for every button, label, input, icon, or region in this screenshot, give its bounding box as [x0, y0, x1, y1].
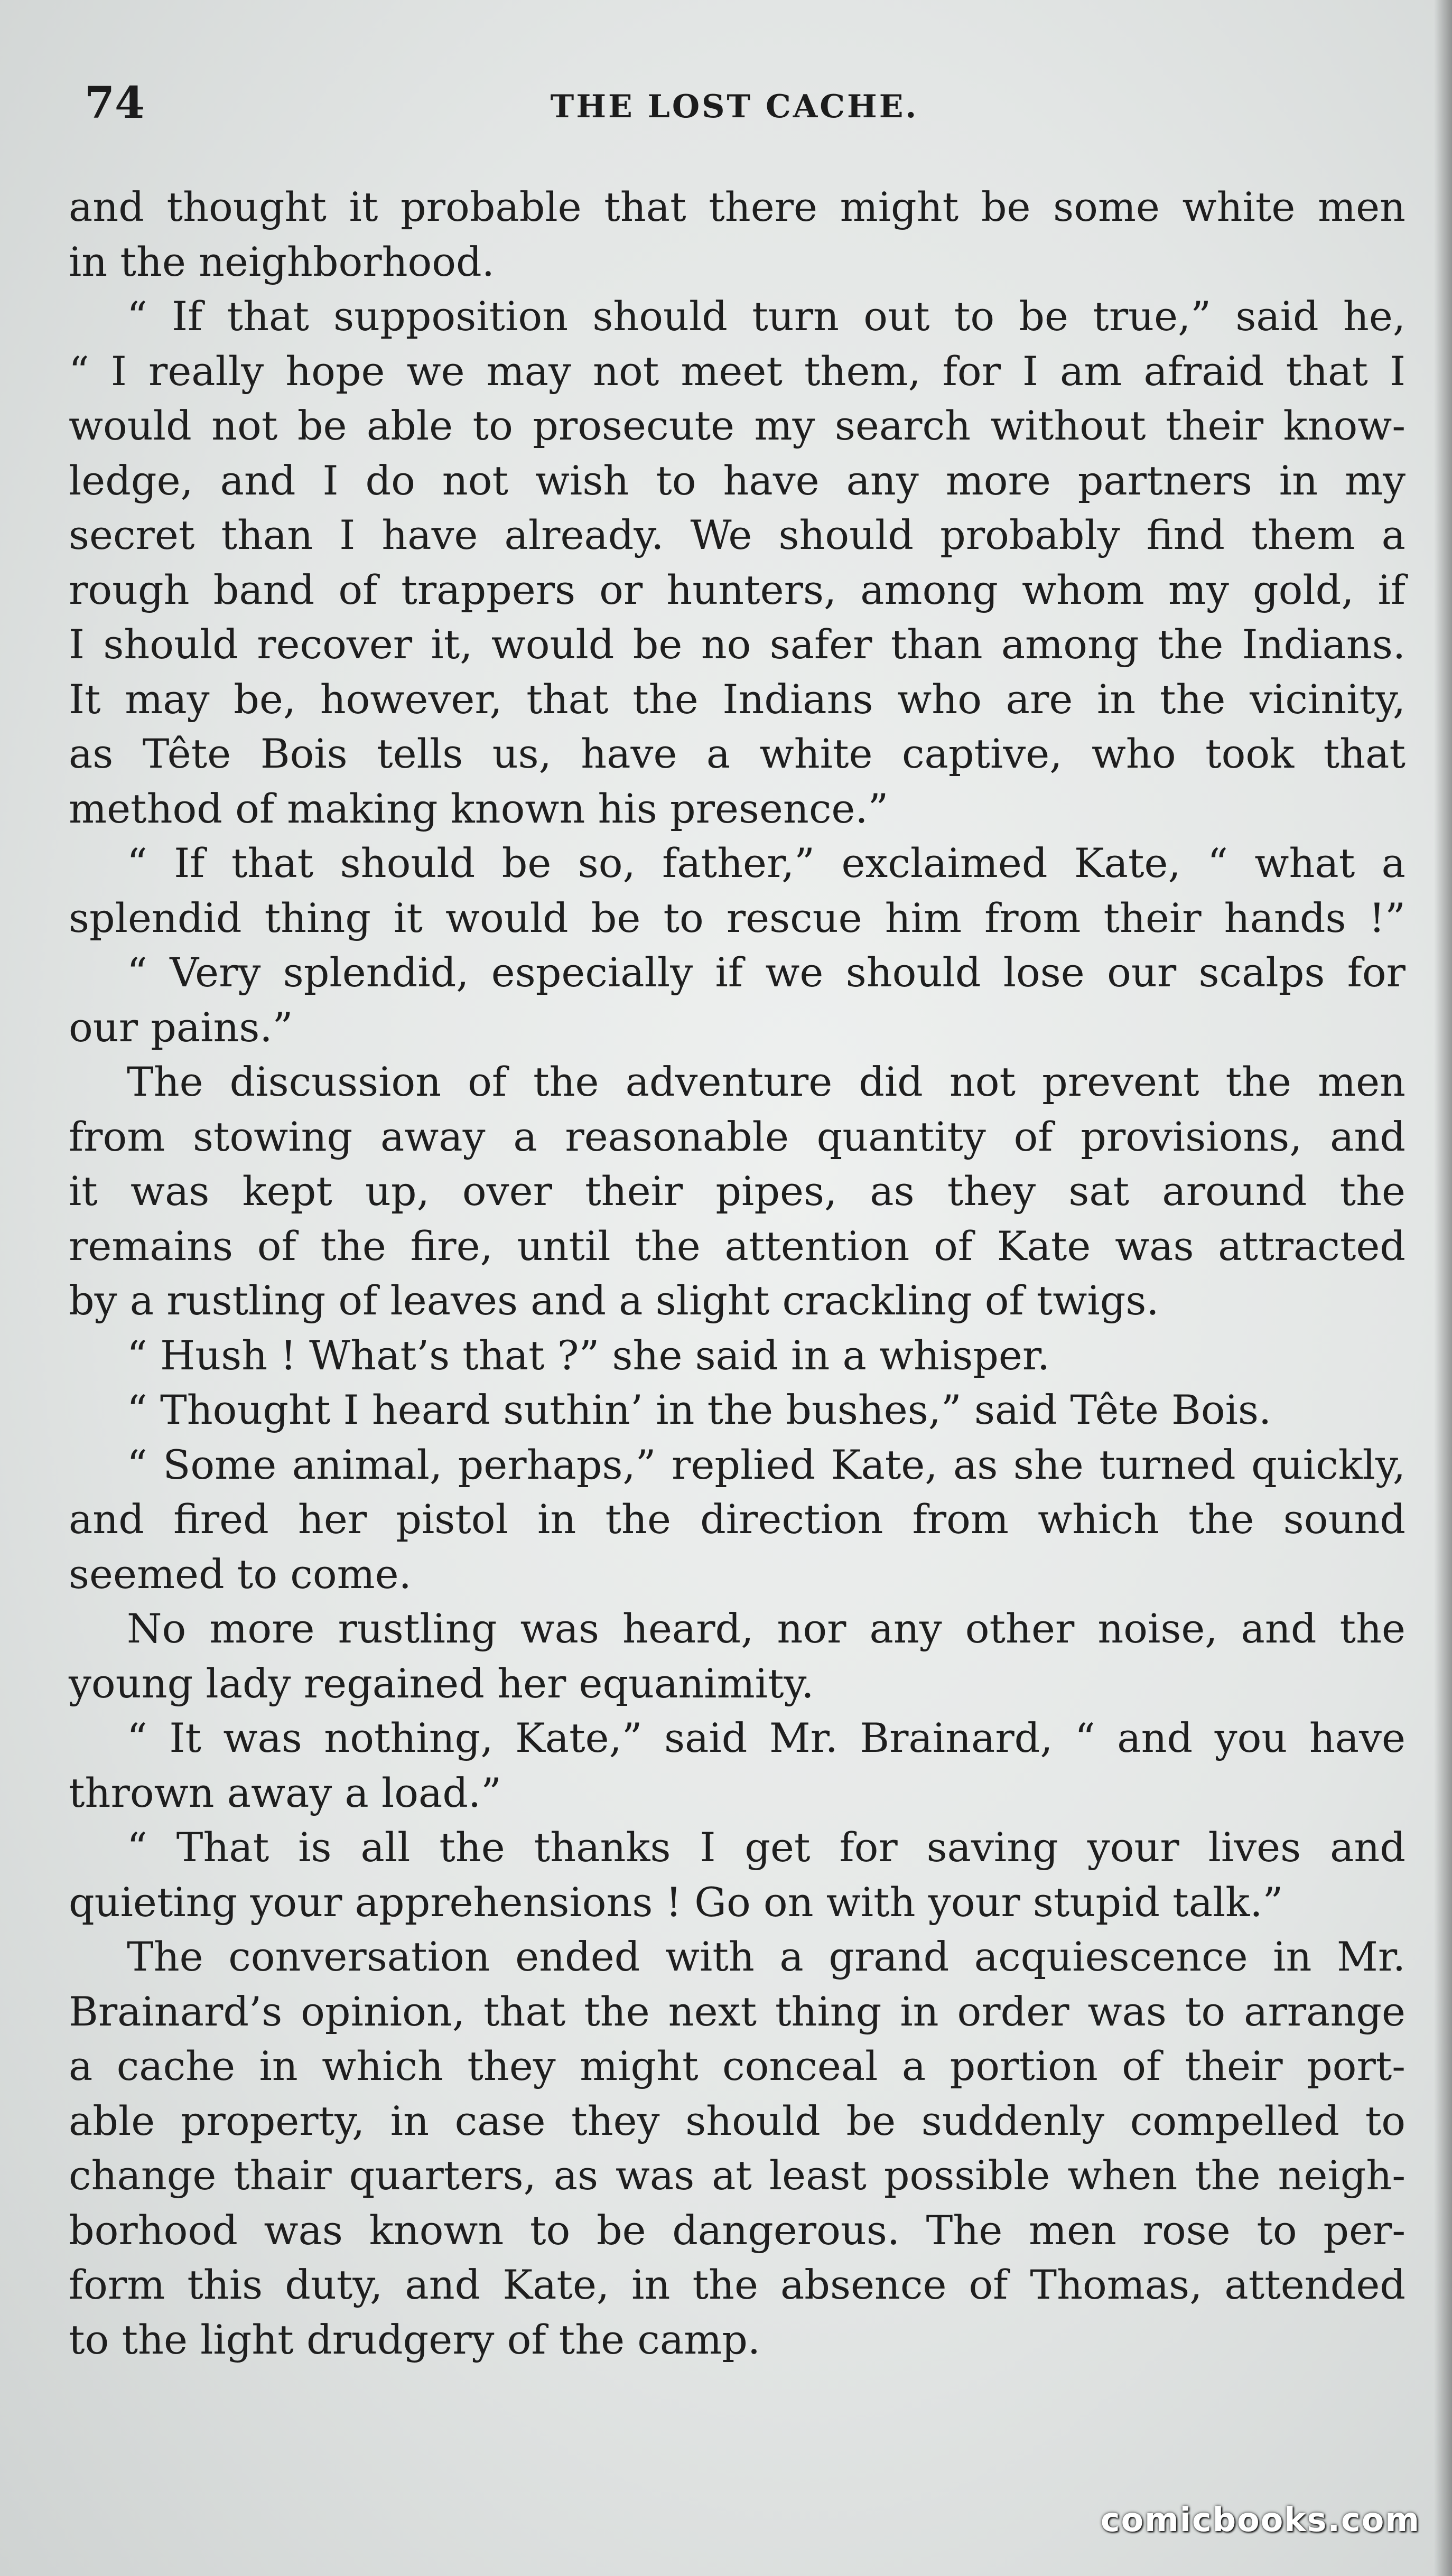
text-line: a cache in which they might conceal a portion of their port- [69, 2042, 1406, 2089]
text-line: young lady regained her equanimity. [69, 1659, 814, 1707]
text-line: “ Hush ! What’s that ?” she said in a whisper. [127, 1331, 1050, 1379]
text-line: rough band of trappers or hunters, among whom my gold, if [69, 566, 1406, 613]
body-text [69, 180, 1406, 2367]
text-line: by a rustling of leaves and a slight crackling of twigs. [69, 1277, 1159, 1324]
text-line: “ Very splendid, especially if we should lose our scalps for [127, 949, 1406, 996]
text-line: and fired her pistol in the direction from which the sound [69, 1496, 1406, 1543]
text-line: secret than I have already. We should probably find them a [69, 511, 1406, 558]
text-line: would not be able to prosecute my search without their know- [69, 402, 1406, 449]
text-line: ledge, and I do not wish to have any more partners in my [69, 456, 1406, 504]
running-head: THE LOST CACHE. [550, 88, 919, 125]
text-line: “ Thought I heard suthin’ in the bushes,” said Tête Bois. [127, 1386, 1272, 1433]
text-line: The conversation ended with a grand acquiescence in Mr. [127, 1933, 1406, 1980]
text-line: our pains.” [69, 1003, 293, 1051]
text-line: thrown away a load.” [69, 1769, 502, 1816]
text-line: “ It was nothing, Kate,” said Mr. Brainard, “ and you have [127, 1714, 1406, 1761]
text-line: as Tête Bois tells us, have a white captive, who took that [69, 730, 1406, 777]
page-edge-shadow [1434, 0, 1452, 2576]
text-line: “ I really hope we may not meet them, for I am afraid that I [69, 347, 1406, 395]
text-line: it was kept up, over their pipes, as they sat around the [69, 1168, 1406, 1215]
text-line: Brainard’s opinion, that the next thing in order was to arrange [69, 1987, 1406, 2035]
text-line: “ If that should be so, father,” exclaimed Kate, “ what a [127, 839, 1406, 886]
text-line: borhood was known to be dangerous. The men rose to per- [69, 2206, 1406, 2254]
text-line: seemed to come. [69, 1550, 412, 1598]
text-line: “ If that supposition should turn out to be true,” said he, [127, 293, 1406, 340]
text-line: and thought it probable that there might be some white men [69, 183, 1406, 230]
page-header [85, 74, 1384, 143]
text-line: “ That is all the thanks I get for saving your lives and [127, 1824, 1406, 1871]
text-line: quieting your apprehensions ! Go on with your stupid talk.” [69, 1878, 1283, 1926]
text-line: “ Some animal, perhaps,” replied Kate, as she turned quickly, [127, 1441, 1406, 1488]
text-line: The discussion of the adventure did not prevent the men [127, 1058, 1406, 1105]
text-line: It may be, however, that the Indians who are in the vicinity, [69, 675, 1406, 723]
text-line: I should recover it, would be no safer than among the Indians. [69, 621, 1406, 668]
text-line: No more rustling was heard, nor any other noise, and the [127, 1605, 1406, 1652]
watermark: comicbooks.com [1100, 2500, 1420, 2539]
text-line: splendid thing it would be to rescue him from their hands !” [69, 894, 1406, 941]
text-line: to the light drudgery of the camp. [69, 2316, 761, 2363]
text-line: able property, in case they should be suddenly compelled to [69, 2097, 1406, 2144]
text-line: method of making known his presence.” [69, 785, 889, 832]
text-line: from stowing away a reasonable quantity of provisions, and [69, 1113, 1406, 1160]
text-line: form this duty, and Kate, in the absence of Thomas, attended [69, 2261, 1406, 2308]
text-line: in the neighborhood. [69, 238, 495, 285]
text-line: remains of the fire, until the attention of Kate was attracted [69, 1222, 1406, 1270]
page-number: 74 [85, 78, 145, 128]
text-line: change thair quarters, as was at least possible when the neigh- [69, 2152, 1406, 2199]
